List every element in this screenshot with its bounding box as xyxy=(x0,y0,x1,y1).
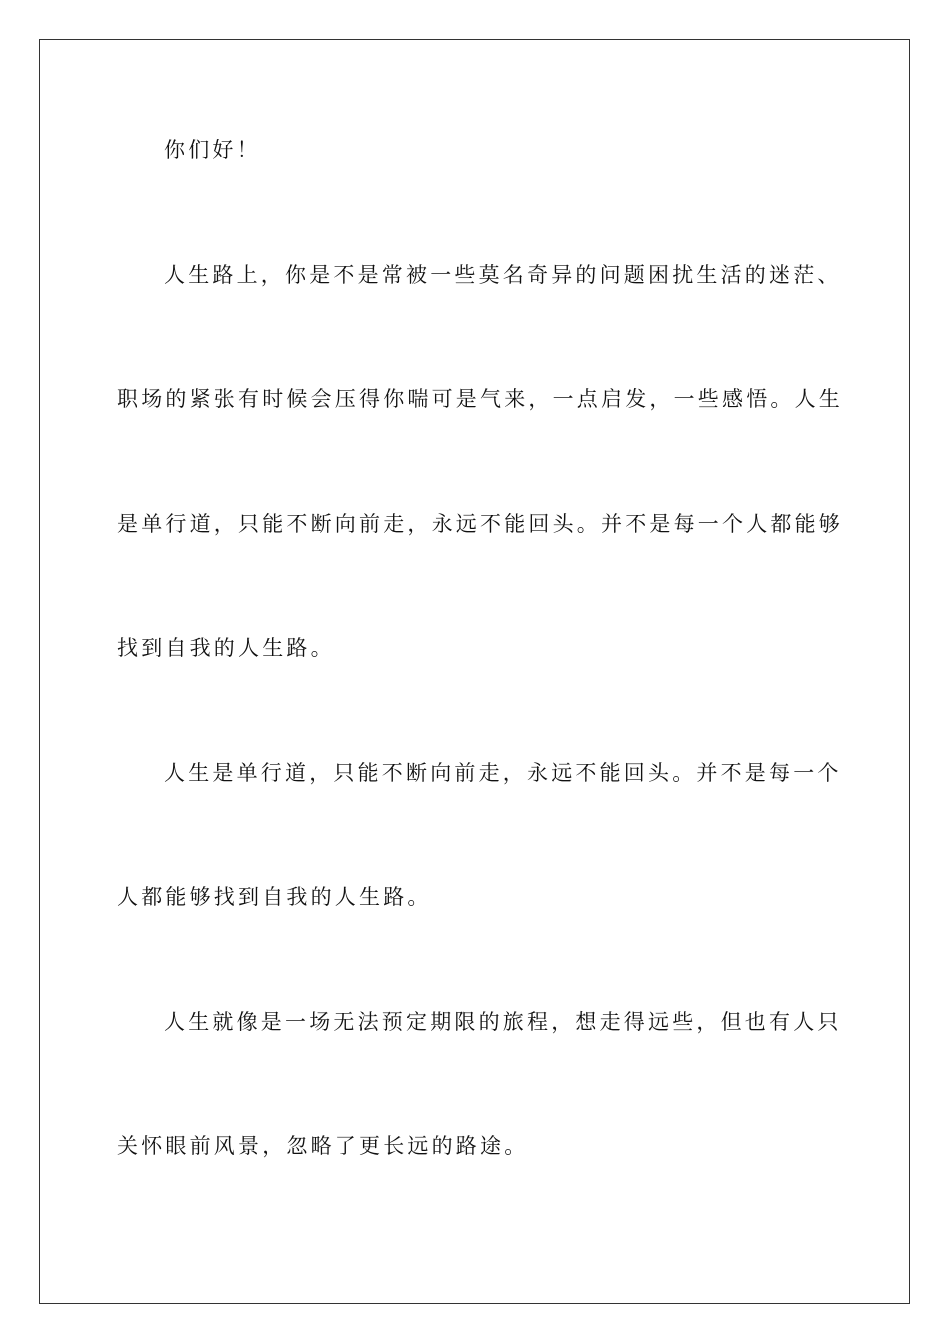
paragraph-2-line-1: 人生是单行道，只能不断向前走，永远不能回头。并不是每一个 xyxy=(164,761,842,785)
paragraph-1-line-1: 人生路上，你是不是常被一些莫名奇异的问题困扰生活的迷茫、 xyxy=(164,263,842,287)
paragraph-1-line-2: 职场的紧张有时候会压得你喘可是气来，一点启发，一些感悟。人生 xyxy=(117,387,843,411)
greeting-line: 你们好！ xyxy=(164,138,261,162)
paragraph-2-line-2: 人都能够找到自我的人生路。 xyxy=(117,885,432,909)
paragraph-1-line-3: 是单行道，只能不断向前走，永远不能回头。并不是每一个人都能够 xyxy=(117,512,843,536)
page-border xyxy=(39,39,910,1304)
paragraph-1-line-4: 找到自我的人生路。 xyxy=(117,636,335,660)
paragraph-3-line-2: 关怀眼前风景，忽略了更长远的路途。 xyxy=(117,1134,529,1158)
paragraph-3-line-1: 人生就像是一场无法预定期限的旅程，想走得远些，但也有人只 xyxy=(164,1010,842,1034)
